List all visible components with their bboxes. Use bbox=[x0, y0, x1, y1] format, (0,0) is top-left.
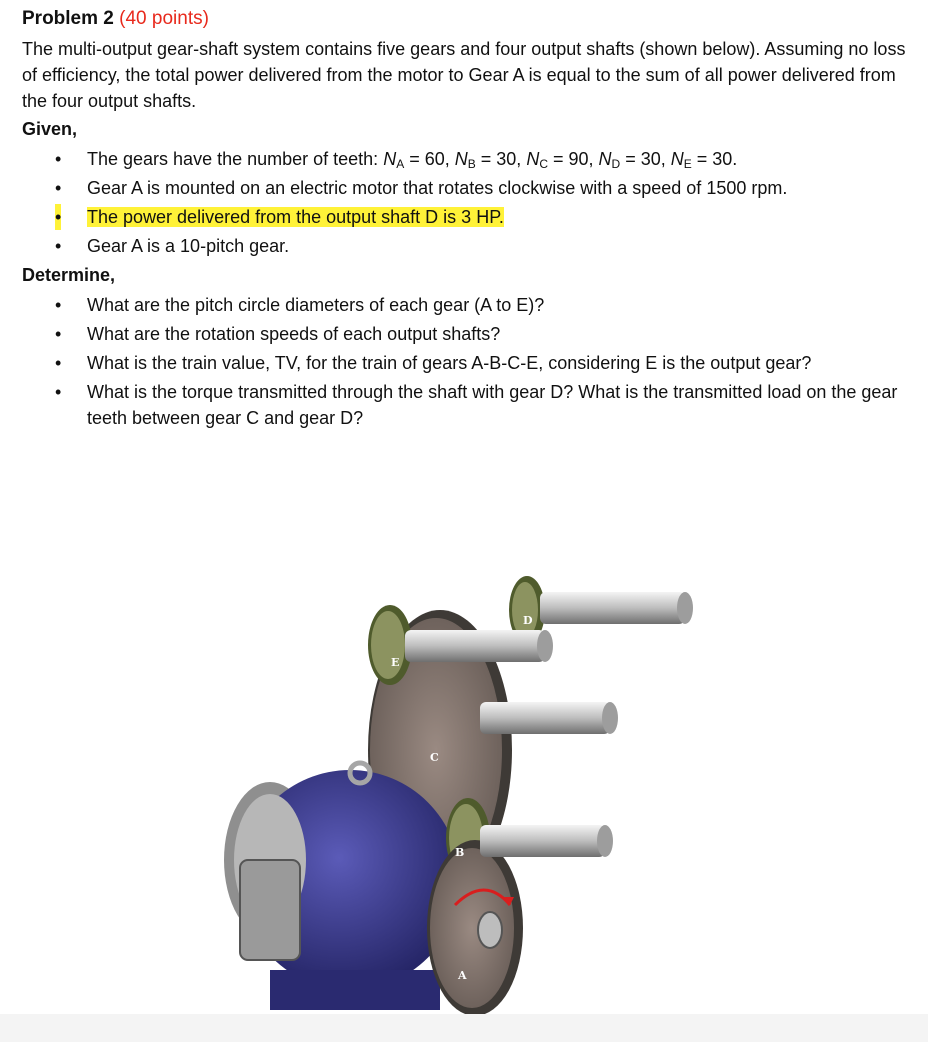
problem-title bbox=[22, 6, 912, 32]
intro-paragraph: The multi-output gear-shaft system contains five gears and four output shafts (shown below). Assuming no loss of efficiency, the total power delivered from the motor to Gear A is equal to the sum of all power delivered from the four output shafts. bbox=[22, 39, 906, 111]
teeth-val-c: = 90, bbox=[547, 149, 599, 169]
shaft-d bbox=[540, 592, 693, 624]
gear-a bbox=[427, 840, 523, 1016]
given-item-power: • The power delivered from the output shaft D is 3 HP. bbox=[22, 204, 912, 230]
label-d: D bbox=[523, 614, 533, 627]
teeth-val-a: = 60, bbox=[404, 149, 455, 169]
teeth-symbol-b: N bbox=[454, 149, 468, 169]
given-item-pitch-text: Gear A is a 10-pitch gear. bbox=[87, 236, 290, 256]
teeth-sub-d: D bbox=[611, 157, 621, 171]
shaft-a bbox=[478, 912, 502, 948]
electric-motor bbox=[224, 763, 460, 1010]
teeth-val-b: = 30, bbox=[475, 149, 527, 169]
teeth-prefix: The gears have the number of teeth: bbox=[87, 149, 384, 169]
given-item-power-text: The power delivered from the output shaft D is 3 HP. bbox=[87, 207, 504, 227]
teeth-symbol-a: N bbox=[383, 149, 397, 169]
label-a: A bbox=[458, 969, 467, 982]
label-c: C bbox=[430, 751, 439, 764]
determine-item-text: What are the pitch circle diameters of each gear (A to E)? bbox=[87, 295, 545, 315]
determine-item: • What is the torque transmitted through the shaft with gear D? What is the transmitted load on the gear teeth between gear C and gear D? bbox=[55, 382, 898, 428]
shaft-b bbox=[480, 825, 613, 857]
page-footer-band bbox=[0, 1014, 928, 1042]
given-item-pitch: • Gear A is a 10-pitch gear. bbox=[55, 236, 290, 256]
problem-number: Problem 2 bbox=[22, 8, 114, 29]
determine-item: • What are the rotation speeds of each output shafts? bbox=[55, 324, 501, 344]
shaft-e bbox=[405, 630, 553, 662]
given-heading: Given, bbox=[22, 119, 78, 139]
problem-document bbox=[22, 6, 912, 434]
teeth-symbol-c: N bbox=[526, 149, 540, 169]
given-item-teeth: • The gears have the number of teeth: $N_A = 60$, $N_B = 30$, $N_C = 90$, $N_D = 30$, $N_E = 30$. bbox=[55, 149, 738, 171]
determine-item-text: What are the rotation speeds of each output shafts? bbox=[87, 324, 501, 344]
determine-item: • What is the train value, TV, for the train of gears A-B-C-E, considering E is the output gear? bbox=[55, 353, 812, 373]
gear-system-illustration bbox=[210, 560, 730, 1030]
given-item-motor: • Gear A is mounted on an electric motor that rotates clockwise with a speed of 1500 rpm. bbox=[55, 178, 788, 198]
shaft-c bbox=[480, 702, 618, 734]
teeth-sub-e: E bbox=[683, 157, 692, 171]
teeth-sub-c: C bbox=[539, 157, 548, 171]
determine-item-text: What is the torque transmitted through the shaft with gear D? What is the transmitted load on the gear teeth between gear C and gear D? bbox=[87, 382, 898, 428]
teeth-symbol-d: N bbox=[598, 149, 612, 169]
given-item-motor-text: Gear A is mounted on an electric motor that rotates clockwise with a speed of 1500 rpm. bbox=[87, 178, 788, 198]
problem-points: (40 points) bbox=[119, 8, 209, 29]
determine-heading: Determine, bbox=[22, 265, 116, 285]
teeth-val-e: = 30. bbox=[691, 149, 738, 169]
teeth-sub-a: A bbox=[396, 157, 405, 171]
label-b: B bbox=[455, 846, 465, 859]
teeth-sub-b: B bbox=[467, 157, 476, 171]
given-list bbox=[22, 146, 912, 259]
gear-system-figure bbox=[210, 560, 730, 1030]
determine-list bbox=[22, 292, 912, 431]
label-e: E bbox=[391, 656, 400, 669]
teeth-symbol-e: N bbox=[670, 149, 684, 169]
determine-item-text: What is the train value, TV, for the train of gears A-B-C-E, considering E is the output gear? bbox=[87, 353, 812, 373]
determine-item: • What are the pitch circle diameters of each gear (A to E)? bbox=[55, 295, 545, 315]
teeth-val-d: = 30, bbox=[620, 149, 671, 169]
